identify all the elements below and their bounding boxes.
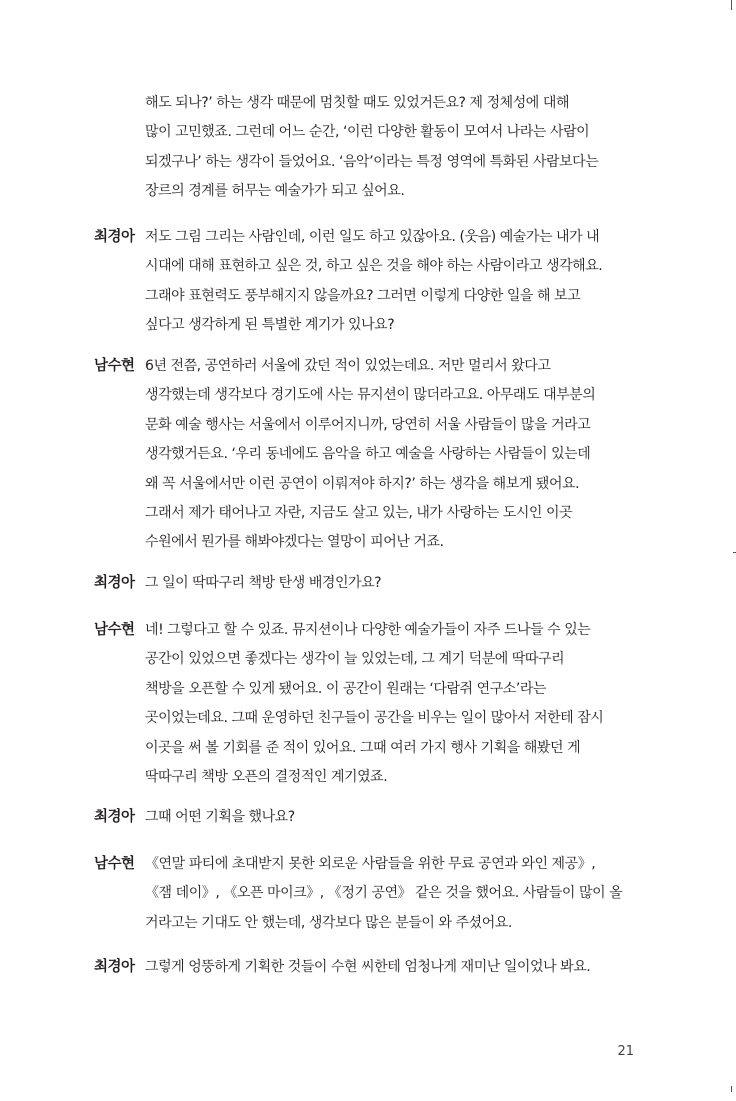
text-line: 《연말 파티에 초대받지 못한 외로운 사람들을 위한 무료 공연과 와인 제공》,: [145, 856, 596, 872]
text-line: 그 일이 딱따구리 책방 탄생 배경인가요?: [145, 575, 382, 591]
text-line: 장르의 경계를 허무는 예술가가 되고 싶어요.: [145, 183, 405, 200]
text-line: 공간이 있었으면 좋겠다는 생각이 늘 있었는데, 그 계기 덕분에 딱따구리: [145, 651, 565, 668]
text-line: 그래야 표현력도 풍부해지지 않을까요? 그러면 이렇게 다양한 일을 해 보고: [145, 287, 581, 304]
text-line: 왜 꼭 서울에서만 이런 공연이 이뤄져야 하지?’ 하는 생각을 해보게 됐어요.: [145, 475, 580, 492]
text-line: 네! 그렇다고 할 수 있죠. 뮤지션이나 다양한 예술가들이 자주 드나들 수 있는: [145, 622, 591, 638]
speaker-name: 최경아: [94, 229, 135, 245]
crop-mark-top-right: [731, 0, 732, 10]
text-line: 딱따구리 책방 오픈의 결정적인 계기였죠.: [145, 768, 388, 785]
crop-mark-bottom-right: [731, 1086, 732, 1092]
speaker-name: 최경아: [94, 959, 135, 975]
text-line: 이곳을 써 볼 기회를 준 적이 있어요. 그때 여러 가지 행사 기획을 해봤던 게: [145, 739, 581, 756]
dialogue-lines: [145, 223, 655, 341]
text-line: 곳이었는데요. 그때 운영하던 친구들이 공간을 비우는 일이 많아서 저한테 잠시: [145, 710, 604, 727]
speaker-name: 남수현: [94, 856, 135, 872]
text-line: 시대에 대해 표현하고 싶은 것, 하고 싶은 것을 해야 하는 사람이라고 생각해요.: [145, 258, 603, 275]
text-line: 많이 고민했죠. 그런데 어느 순간, ‘이런 다양한 활동이 모여서 나라는 사람이: [145, 124, 590, 141]
text-line: 되겠구나’ 하는 생각이 들었어요. ‘음악’이라는 특정 영역에 특화된 사람보다는: [145, 153, 599, 170]
text-line: 생각했거든요. ‘우리 동네에도 음악을 하고 예술을 사랑하는 사람들이 있는데: [145, 446, 591, 463]
intro-lines: [145, 89, 655, 207]
text-line: 거라고는 기대도 안 했는데, 생각보다 많은 분들이 와 주셨어요.: [145, 914, 512, 931]
text-line: 《잼 데이》, 《오픈 마이크》, 《정기 공연》 같은 것을 했어요. 사람들이 많이 올: [145, 885, 623, 902]
speaker-name: 남수현: [94, 622, 135, 638]
text-line: 문화 예술 행사는 서울에서 이루어지니까, 당연히 서울 사람들이 많을 거라고: [145, 416, 591, 433]
dialogue-lines: [145, 953, 655, 982]
speaker-name: 남수현: [94, 358, 135, 374]
text-line: 그때 어떤 기획을 했나요?: [145, 809, 295, 825]
speaker-name: 최경아: [94, 809, 135, 825]
dialogue-lines: [145, 803, 655, 832]
page-number: 21: [617, 1044, 634, 1059]
text-line: 해도 되나?’ 하는 생각 때문에 멈칫할 때도 있었거든요? 제 정체성에 대해: [145, 95, 570, 111]
dialogue-lines: [145, 850, 655, 938]
dialogue-lines: [145, 616, 655, 792]
text-line: 6년 전쯤, 공연하러 서울에 갔던 적이 있었는데요. 저만 멀리서 왔다고: [145, 358, 551, 374]
dialogue-lines: [145, 569, 655, 598]
text-line: 저도 그림 그리는 사람인데, 이런 일도 하고 있잖아요. (웃음) 예술가는 내가 내: [145, 229, 600, 245]
speaker-name: 최경아: [94, 575, 135, 591]
text-line: 그렇게 엉뚱하게 기획한 것들이 수현 씨한테 엄청나게 재미난 일이었나 봐요.: [145, 959, 591, 975]
text-line: 생각했는데 생각보다 경기도에 사는 뮤지션이 많더라고요. 아무래도 대부분의: [145, 387, 596, 404]
dialogue-lines: [145, 352, 655, 558]
text-line: 그래서 제가 태어나고 자란, 지금도 살고 있는, 내가 사랑하는 도시인 이곳: [145, 504, 573, 521]
text-line: 수원에서 뭔가를 해봐야겠다는 열망이 피어난 거죠.: [145, 534, 444, 551]
text-line: 책방을 오픈할 수 있게 됐어요. 이 공간이 원래는 ‘다람쥐 연구소’라는: [145, 680, 546, 697]
text-line: 싶다고 생각하게 된 특별한 계기가 있나요?: [145, 317, 395, 334]
